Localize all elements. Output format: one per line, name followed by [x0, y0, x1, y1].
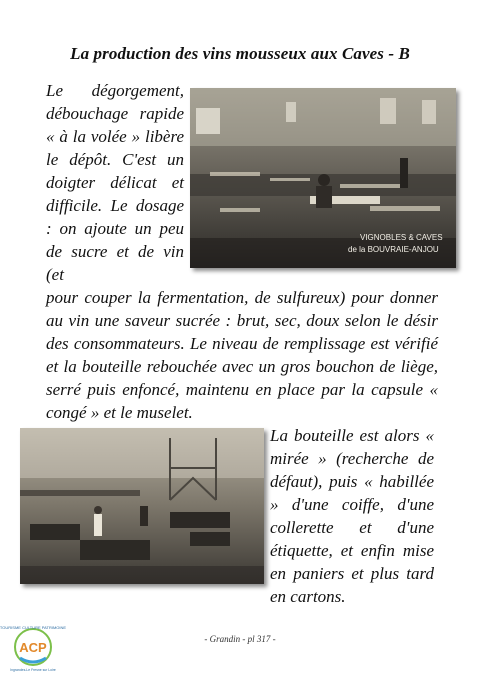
photo1-caption-line2: de la BOUVRAIE-ANJOU — [348, 245, 439, 254]
logo-letters: ACP — [19, 640, 47, 655]
logo-ring-text: TOURISME CULTURE PATRIMOINE — [0, 625, 67, 630]
paragraph-degorgement: Le dégorgement, débouchage rapide « à la volée » libère le dépôt. C'est un doigter délicat et difficile. Le dosage : on ajoute un peu de sucre et de vin (et — [46, 81, 184, 284]
page-title: La production des vins mousseux aux Caves - B — [70, 44, 410, 63]
cellar-photo-upper — [190, 88, 456, 268]
page-footer: - Grandin - pl 317 - — [204, 634, 276, 644]
paragraph-miree: La bouteille est alors « mirée » (recherche de défaut), puis « habillée » d'une coiffe, d'une collerette et d'une étiquette, et enfin mise en paniers et plus tard en cartons. — [270, 426, 434, 606]
logo-subtext: Ingrandes-Le Fresne sur Loire — [10, 668, 56, 672]
paragraph-dosage: pour couper la fermentation, de sulfureux) pour donner au vin une saveur sucrée : brut, sec, doux selon le désir des consommateurs. Le niveau de remplissage est vérifié et la bouteille rebouchée avec un gros bouchon de liège, serré puis enfoncé, maintenu en place par la capsule « congé » et le muselet. — [46, 288, 438, 422]
cellar-photo-lower — [20, 428, 264, 584]
tourism-culture-logo — [0, 620, 67, 678]
photo1-caption-line1: VIGNOBLES & CAVES — [360, 233, 443, 242]
